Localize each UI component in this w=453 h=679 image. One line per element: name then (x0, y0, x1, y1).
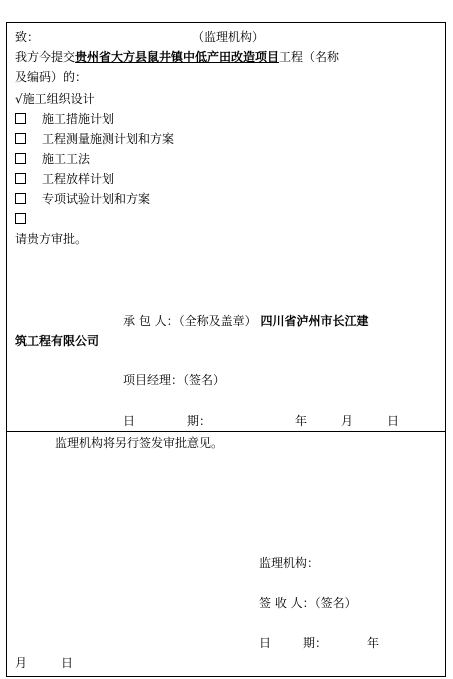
item-measures-plan (15, 111, 114, 127)
date-month: 月 (341, 414, 354, 428)
contractor-label: 承 包 人：（全称及盖章） (123, 314, 257, 328)
item-blank (15, 211, 42, 227)
checkbox-icon[interactable] (15, 193, 26, 204)
item-label: 工程放样计划 (42, 172, 115, 186)
date-day: 日 (387, 414, 400, 428)
project-name: 贵州省大方县鼠井镇中低产田改造项目 (75, 50, 280, 64)
bottom-date-year: 年 (367, 636, 380, 650)
supervisor-org-field: （监理机构） (192, 30, 265, 44)
item-test-plan (15, 191, 150, 207)
checked-mark-icon: √ (15, 92, 23, 106)
receiver-signature-label: 签 收 人：（签名） (259, 596, 357, 610)
item-survey-plan (15, 131, 174, 147)
intro-suffix: 工程（名称 (279, 50, 340, 64)
checkbox-icon[interactable] (15, 213, 26, 224)
item-label: 施工工法 (42, 152, 91, 166)
contractor-line (123, 313, 368, 329)
item-layout-plan (15, 171, 114, 187)
manager-signature-label: 项目经理：（签名） (123, 373, 226, 387)
bottom-date-day: 日 (61, 656, 74, 670)
approval-form (6, 22, 446, 677)
checkbox-icon[interactable] (15, 173, 26, 184)
date-year: 年 (295, 414, 308, 428)
section-divider (7, 431, 445, 432)
item-label: 专项试验计划和方案 (42, 192, 151, 206)
bottom-date-period-label: 期： (303, 636, 328, 650)
item-construction-plan (15, 91, 95, 107)
bottom-date-month: 月 (15, 656, 28, 670)
item-label: 施工措施计划 (42, 112, 115, 126)
contractor-name-2: 筑工程有限公司 (15, 334, 100, 348)
request-text: 请贵方审批。 (15, 232, 88, 246)
item-construction-method (15, 151, 90, 167)
contractor-name-1: 四川省泸州市长江建 (260, 314, 369, 328)
supervisor-org-label: 监理机构： (259, 556, 320, 570)
item-label: 施工组织设计 (22, 92, 95, 106)
intro-line-2: 及编码）的： (15, 70, 88, 84)
to-label: 致： (15, 30, 40, 44)
intro-line-1 (15, 49, 339, 65)
intro-prefix: 我方今提交 (15, 50, 76, 64)
item-label: 工程测量施测计划和方案 (42, 132, 175, 146)
supervisor-note: 监理机构将另行签发审批意见。 (55, 436, 224, 450)
checkbox-icon[interactable] (15, 153, 26, 164)
checkbox-icon[interactable] (15, 133, 26, 144)
date-period-label: 期： (187, 414, 212, 428)
bottom-date-day-label: 日 (259, 636, 272, 650)
checkbox-icon[interactable] (15, 113, 26, 124)
date-day-label: 日 (123, 414, 136, 428)
